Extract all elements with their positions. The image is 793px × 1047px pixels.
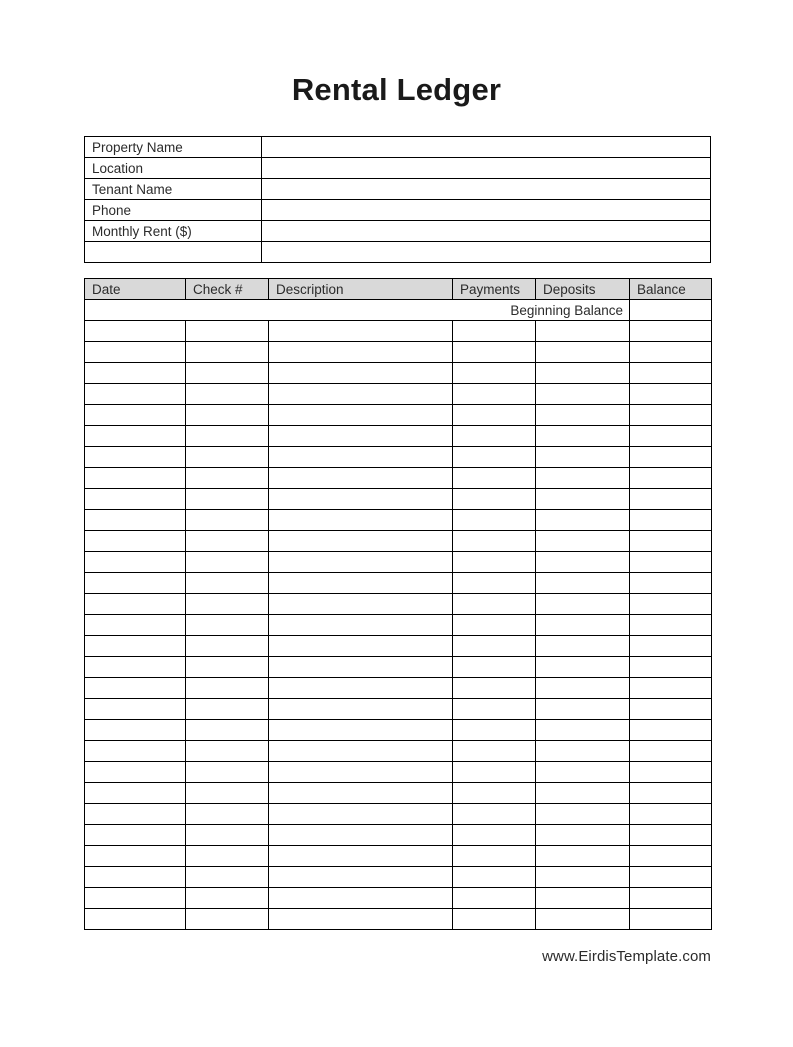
cell-date[interactable] bbox=[85, 342, 186, 363]
cell-description[interactable] bbox=[269, 447, 453, 468]
cell-date[interactable] bbox=[85, 552, 186, 573]
table-row bbox=[85, 678, 712, 699]
table-row bbox=[85, 489, 712, 510]
property-info-table bbox=[84, 136, 711, 263]
cell-deposits[interactable] bbox=[536, 489, 630, 510]
cell-check[interactable] bbox=[186, 531, 269, 552]
cell-balance[interactable] bbox=[630, 846, 712, 867]
cell-description[interactable] bbox=[269, 342, 453, 363]
cell-description[interactable] bbox=[269, 510, 453, 531]
cell-date[interactable] bbox=[85, 468, 186, 489]
cell-deposits[interactable] bbox=[536, 447, 630, 468]
cell-check[interactable] bbox=[186, 510, 269, 531]
cell-description[interactable] bbox=[269, 321, 453, 342]
cell-payments[interactable] bbox=[453, 741, 536, 762]
cell-deposits[interactable] bbox=[536, 594, 630, 615]
cell-date[interactable] bbox=[85, 825, 186, 846]
cell-payments[interactable] bbox=[453, 615, 536, 636]
table-row bbox=[85, 699, 712, 720]
cell-check[interactable] bbox=[186, 405, 269, 426]
cell-payments[interactable] bbox=[453, 888, 536, 909]
cell-balance[interactable] bbox=[630, 342, 712, 363]
info-label: Location bbox=[85, 158, 262, 179]
table-row bbox=[85, 909, 712, 930]
cell-date[interactable] bbox=[85, 678, 186, 699]
cell-check[interactable] bbox=[186, 636, 269, 657]
cell-deposits[interactable] bbox=[536, 888, 630, 909]
cell-check[interactable] bbox=[186, 384, 269, 405]
table-row bbox=[85, 573, 712, 594]
cell-payments[interactable] bbox=[453, 825, 536, 846]
cell-description[interactable] bbox=[269, 615, 453, 636]
cell-payments[interactable] bbox=[453, 510, 536, 531]
ledger-header-row bbox=[85, 279, 712, 300]
cell-payments[interactable] bbox=[453, 909, 536, 930]
cell-balance[interactable] bbox=[630, 321, 712, 342]
cell-check[interactable] bbox=[186, 825, 269, 846]
cell-payments[interactable] bbox=[453, 321, 536, 342]
cell-balance[interactable] bbox=[630, 447, 712, 468]
table-row bbox=[85, 321, 712, 342]
cell-date[interactable] bbox=[85, 573, 186, 594]
cell-balance[interactable] bbox=[630, 909, 712, 930]
cell-description[interactable] bbox=[269, 405, 453, 426]
info-row bbox=[85, 158, 711, 179]
cell-payments[interactable] bbox=[453, 468, 536, 489]
cell-description[interactable] bbox=[269, 909, 453, 930]
info-value-field[interactable] bbox=[262, 158, 711, 179]
cell-description[interactable] bbox=[269, 531, 453, 552]
table-row bbox=[85, 783, 712, 804]
ledger-table-body bbox=[85, 300, 712, 930]
cell-deposits[interactable] bbox=[536, 867, 630, 888]
info-row bbox=[85, 200, 711, 221]
info-value-field[interactable] bbox=[262, 200, 711, 221]
table-row bbox=[85, 657, 712, 678]
cell-check[interactable] bbox=[186, 615, 269, 636]
cell-description[interactable] bbox=[269, 363, 453, 384]
footer-website-url: www.EirdisTemplate.com bbox=[542, 948, 711, 965]
cell-deposits[interactable] bbox=[536, 783, 630, 804]
table-row bbox=[85, 867, 712, 888]
cell-balance[interactable] bbox=[630, 783, 712, 804]
cell-balance[interactable] bbox=[630, 573, 712, 594]
cell-description[interactable] bbox=[269, 699, 453, 720]
cell-balance[interactable] bbox=[630, 426, 712, 447]
cell-deposits[interactable] bbox=[536, 741, 630, 762]
cell-description[interactable] bbox=[269, 867, 453, 888]
table-row bbox=[85, 825, 712, 846]
ledger-table bbox=[84, 278, 712, 930]
cell-check[interactable] bbox=[186, 699, 269, 720]
cell-payments[interactable] bbox=[453, 846, 536, 867]
cell-balance[interactable] bbox=[630, 405, 712, 426]
column-header-date: Date bbox=[85, 279, 186, 300]
cell-check[interactable] bbox=[186, 804, 269, 825]
cell-payments[interactable] bbox=[453, 804, 536, 825]
table-row bbox=[85, 720, 712, 741]
cell-check[interactable] bbox=[186, 363, 269, 384]
cell-payments[interactable] bbox=[453, 678, 536, 699]
cell-deposits[interactable] bbox=[536, 615, 630, 636]
info-label: Property Name bbox=[85, 137, 262, 158]
info-row bbox=[85, 221, 711, 242]
cell-date[interactable] bbox=[85, 846, 186, 867]
table-row bbox=[85, 468, 712, 489]
cell-payments[interactable] bbox=[453, 699, 536, 720]
cell-payments[interactable] bbox=[453, 447, 536, 468]
cell-description[interactable] bbox=[269, 888, 453, 909]
cell-date[interactable] bbox=[85, 447, 186, 468]
cell-deposits[interactable] bbox=[536, 363, 630, 384]
info-value-field[interactable] bbox=[262, 179, 711, 200]
cell-deposits[interactable] bbox=[536, 657, 630, 678]
cell-date[interactable] bbox=[85, 615, 186, 636]
cell-check[interactable] bbox=[186, 909, 269, 930]
cell-payments[interactable] bbox=[453, 594, 536, 615]
cell-payments[interactable] bbox=[453, 489, 536, 510]
cell-payments[interactable] bbox=[453, 762, 536, 783]
cell-date[interactable] bbox=[85, 762, 186, 783]
cell-description[interactable] bbox=[269, 489, 453, 510]
cell-deposits[interactable] bbox=[536, 573, 630, 594]
cell-payments[interactable] bbox=[453, 363, 536, 384]
table-row bbox=[85, 531, 712, 552]
info-value-field[interactable] bbox=[262, 242, 711, 263]
table-row bbox=[85, 552, 712, 573]
cell-date[interactable] bbox=[85, 867, 186, 888]
cell-description[interactable] bbox=[269, 825, 453, 846]
cell-check[interactable] bbox=[186, 552, 269, 573]
cell-description[interactable] bbox=[269, 636, 453, 657]
cell-check[interactable] bbox=[186, 342, 269, 363]
cell-payments[interactable] bbox=[453, 405, 536, 426]
info-label: Tenant Name bbox=[85, 179, 262, 200]
cell-date[interactable] bbox=[85, 363, 186, 384]
cell-date[interactable] bbox=[85, 783, 186, 804]
cell-balance[interactable] bbox=[630, 825, 712, 846]
cell-deposits[interactable] bbox=[536, 825, 630, 846]
cell-payments[interactable] bbox=[453, 573, 536, 594]
cell-balance[interactable] bbox=[630, 468, 712, 489]
table-row bbox=[85, 615, 712, 636]
cell-check[interactable] bbox=[186, 468, 269, 489]
cell-deposits[interactable] bbox=[536, 405, 630, 426]
cell-description[interactable] bbox=[269, 783, 453, 804]
table-row bbox=[85, 804, 712, 825]
cell-deposits[interactable] bbox=[536, 846, 630, 867]
cell-deposits[interactable] bbox=[536, 720, 630, 741]
info-value-field[interactable] bbox=[262, 137, 711, 158]
table-row bbox=[85, 510, 712, 531]
cell-date[interactable] bbox=[85, 510, 186, 531]
cell-description[interactable] bbox=[269, 804, 453, 825]
cell-deposits[interactable] bbox=[536, 699, 630, 720]
cell-deposits[interactable] bbox=[536, 531, 630, 552]
cell-payments[interactable] bbox=[453, 342, 536, 363]
cell-check[interactable] bbox=[186, 783, 269, 804]
table-row bbox=[85, 363, 712, 384]
cell-balance[interactable] bbox=[630, 552, 712, 573]
cell-date[interactable] bbox=[85, 531, 186, 552]
cell-deposits[interactable] bbox=[536, 510, 630, 531]
cell-balance[interactable] bbox=[630, 510, 712, 531]
cell-description[interactable] bbox=[269, 594, 453, 615]
cell-balance[interactable] bbox=[630, 363, 712, 384]
info-row bbox=[85, 242, 711, 263]
info-value-field[interactable] bbox=[262, 221, 711, 242]
cell-balance[interactable] bbox=[630, 531, 712, 552]
cell-deposits[interactable] bbox=[536, 909, 630, 930]
info-label: Monthly Rent ($) bbox=[85, 221, 262, 242]
cell-check[interactable] bbox=[186, 888, 269, 909]
cell-date[interactable] bbox=[85, 720, 186, 741]
cell-balance[interactable] bbox=[630, 636, 712, 657]
cell-date[interactable] bbox=[85, 594, 186, 615]
cell-check[interactable] bbox=[186, 846, 269, 867]
cell-deposits[interactable] bbox=[536, 426, 630, 447]
cell-check[interactable] bbox=[186, 741, 269, 762]
cell-deposits[interactable] bbox=[536, 762, 630, 783]
table-row bbox=[85, 426, 712, 447]
cell-description[interactable] bbox=[269, 384, 453, 405]
cell-balance[interactable] bbox=[630, 804, 712, 825]
cell-balance[interactable] bbox=[630, 678, 712, 699]
table-row bbox=[85, 741, 712, 762]
cell-check[interactable] bbox=[186, 447, 269, 468]
cell-balance[interactable] bbox=[630, 384, 712, 405]
table-row bbox=[85, 594, 712, 615]
cell-balance[interactable] bbox=[630, 489, 712, 510]
cell-balance[interactable] bbox=[630, 594, 712, 615]
cell-deposits[interactable] bbox=[536, 468, 630, 489]
cell-check[interactable] bbox=[186, 867, 269, 888]
cell-balance[interactable] bbox=[630, 699, 712, 720]
cell-description[interactable] bbox=[269, 468, 453, 489]
cell-check[interactable] bbox=[186, 720, 269, 741]
beginning-balance-label: Beginning Balance bbox=[85, 300, 630, 321]
cell-description[interactable] bbox=[269, 552, 453, 573]
cell-description[interactable] bbox=[269, 846, 453, 867]
cell-date[interactable] bbox=[85, 804, 186, 825]
cell-date[interactable] bbox=[85, 384, 186, 405]
table-row bbox=[85, 342, 712, 363]
cell-description[interactable] bbox=[269, 720, 453, 741]
table-row bbox=[85, 384, 712, 405]
cell-description[interactable] bbox=[269, 678, 453, 699]
cell-deposits[interactable] bbox=[536, 342, 630, 363]
cell-deposits[interactable] bbox=[536, 552, 630, 573]
cell-description[interactable] bbox=[269, 573, 453, 594]
beginning-balance-value-field[interactable] bbox=[630, 300, 712, 321]
cell-payments[interactable] bbox=[453, 531, 536, 552]
cell-payments[interactable] bbox=[453, 720, 536, 741]
cell-check[interactable] bbox=[186, 321, 269, 342]
cell-deposits[interactable] bbox=[536, 321, 630, 342]
cell-payments[interactable] bbox=[453, 636, 536, 657]
cell-check[interactable] bbox=[186, 678, 269, 699]
cell-date[interactable] bbox=[85, 909, 186, 930]
cell-payments[interactable] bbox=[453, 867, 536, 888]
ledger-table-header bbox=[85, 279, 712, 300]
page-title: Rental Ledger bbox=[291, 72, 502, 107]
column-header-payments: Payments bbox=[453, 279, 536, 300]
cell-description[interactable] bbox=[269, 657, 453, 678]
cell-date[interactable] bbox=[85, 426, 186, 447]
cell-description[interactable] bbox=[269, 741, 453, 762]
table-row bbox=[85, 846, 712, 867]
cell-check[interactable] bbox=[186, 489, 269, 510]
cell-deposits[interactable] bbox=[536, 804, 630, 825]
info-row bbox=[85, 179, 711, 200]
column-header-check: Check # bbox=[186, 279, 269, 300]
cell-description[interactable] bbox=[269, 426, 453, 447]
cell-deposits[interactable] bbox=[536, 636, 630, 657]
cell-balance[interactable] bbox=[630, 615, 712, 636]
beginning-balance-row bbox=[85, 300, 712, 321]
table-row bbox=[85, 405, 712, 426]
cell-check[interactable] bbox=[186, 594, 269, 615]
column-header-description: Description bbox=[269, 279, 453, 300]
table-row bbox=[85, 447, 712, 468]
cell-check[interactable] bbox=[186, 573, 269, 594]
info-row bbox=[85, 137, 711, 158]
cell-payments[interactable] bbox=[453, 384, 536, 405]
cell-date[interactable] bbox=[85, 321, 186, 342]
cell-payments[interactable] bbox=[453, 657, 536, 678]
cell-balance[interactable] bbox=[630, 720, 712, 741]
cell-balance[interactable] bbox=[630, 867, 712, 888]
property-info-body bbox=[85, 137, 711, 263]
cell-deposits[interactable] bbox=[536, 384, 630, 405]
cell-check[interactable] bbox=[186, 762, 269, 783]
cell-payments[interactable] bbox=[453, 426, 536, 447]
cell-payments[interactable] bbox=[453, 783, 536, 804]
cell-balance[interactable] bbox=[630, 762, 712, 783]
table-row bbox=[85, 636, 712, 657]
cell-balance[interactable] bbox=[630, 741, 712, 762]
cell-check[interactable] bbox=[186, 426, 269, 447]
column-header-balance: Balance bbox=[630, 279, 712, 300]
table-row bbox=[85, 888, 712, 909]
cell-date[interactable] bbox=[85, 405, 186, 426]
cell-date[interactable] bbox=[85, 636, 186, 657]
cell-payments[interactable] bbox=[453, 552, 536, 573]
cell-date[interactable] bbox=[85, 657, 186, 678]
table-row bbox=[85, 762, 712, 783]
column-header-deposits: Deposits bbox=[536, 279, 630, 300]
cell-balance[interactable] bbox=[630, 888, 712, 909]
info-label bbox=[85, 242, 262, 263]
cell-balance[interactable] bbox=[630, 657, 712, 678]
cell-deposits[interactable] bbox=[536, 678, 630, 699]
cell-description[interactable] bbox=[269, 762, 453, 783]
cell-date[interactable] bbox=[85, 741, 186, 762]
cell-date[interactable] bbox=[85, 489, 186, 510]
cell-date[interactable] bbox=[85, 699, 186, 720]
cell-check[interactable] bbox=[186, 657, 269, 678]
info-label: Phone bbox=[85, 200, 262, 221]
cell-date[interactable] bbox=[85, 888, 186, 909]
